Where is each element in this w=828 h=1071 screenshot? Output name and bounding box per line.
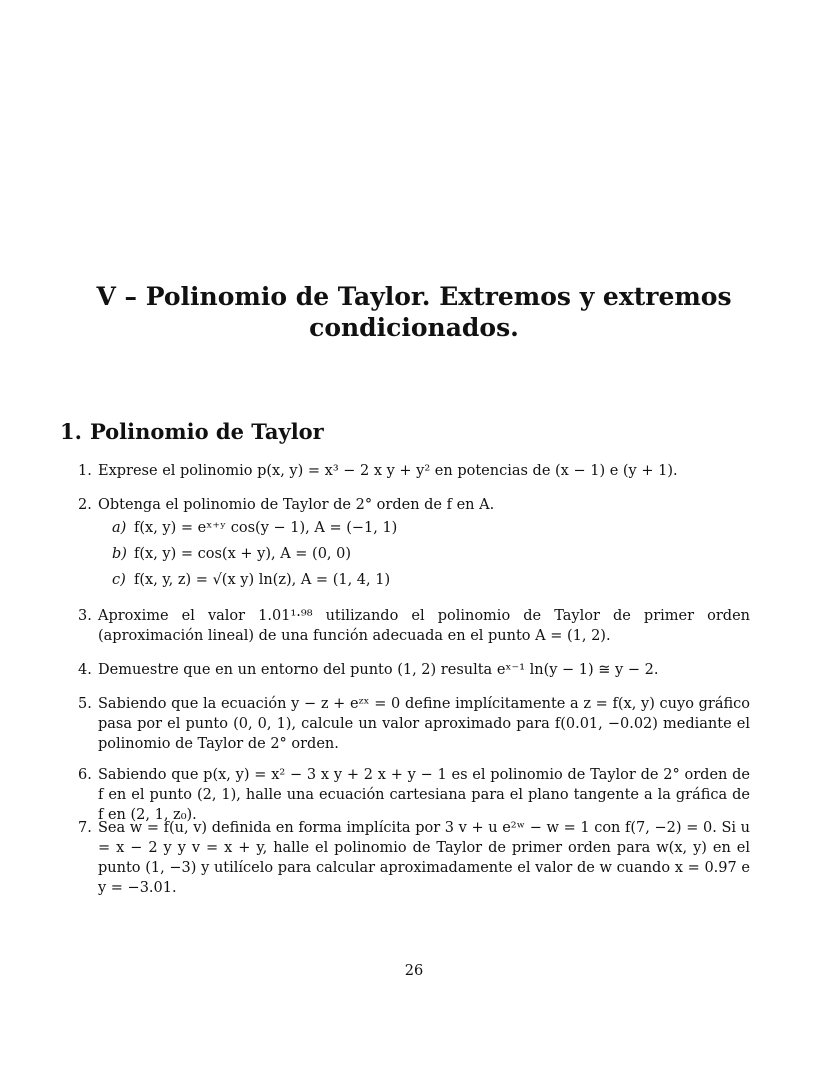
problem-number: 6. <box>78 767 92 783</box>
problem-text: Obtenga el polinomio de Taylor de 2° orden de f en A. <box>98 497 495 513</box>
subitem-label: a) <box>112 520 127 536</box>
problem-number: 3. <box>78 608 92 624</box>
subitem-a <box>112 515 750 541</box>
subitem-label: c) <box>112 572 126 588</box>
problem-number: 4. <box>78 662 92 678</box>
problem-text: Demuestre que en un entorno del punto (1, 2) resulta eˣ⁻¹ ln(y − 1) ≅ y − 2. <box>98 662 659 678</box>
problem-text: Sabiendo que la ecuación y − z + eᶻˣ = 0 define implícitamente a z = f(x, y) cuyo gráfico pasa por el punto (0, 0, 1), calcule un valor aproximado para f(0.01, −0.02) mediante el polinomio de Taylor de 2° orden. <box>98 696 750 752</box>
problem-1 <box>78 461 750 481</box>
subitem-label: b) <box>112 546 127 562</box>
problem-3 <box>78 606 750 646</box>
subitem-text: f(x, y, z) = √(x y) ln(z), A = (1, 4, 1) <box>134 572 391 588</box>
section-number: 1. <box>60 419 82 444</box>
problem-text: Exprese el polinomio p(x, y) = x³ − 2 x y + y² en potencias de (x − 1) e (y + 1). <box>98 463 678 479</box>
subitem-text: f(x, y) = eˣ⁺ʸ cos(y − 1), A = (−1, 1) <box>134 520 398 536</box>
subitem-c <box>112 567 750 593</box>
problem-number: 2. <box>78 497 92 513</box>
problem-5 <box>78 694 750 754</box>
problem-4 <box>78 660 750 680</box>
problem-number: 5. <box>78 696 92 712</box>
subitem-text: f(x, y) = cos(x + y), A = (0, 0) <box>134 546 352 562</box>
problem-2 <box>78 495 750 593</box>
problem-text: Aproxime el valor 1.01¹·⁹⁸ utilizando el polinomio de Taylor de primer orden (aproximación lineal) de una función adecuada en el punto A = (1, 2). <box>98 608 750 644</box>
page-number: 26 <box>404 963 424 979</box>
problem-7 <box>78 818 750 898</box>
problem-text: Sabiendo que p(x, y) = x² − 3 x y + 2 x + y − 1 es el polinomio de Taylor de 2° orden de f en el punto (2, 1), halle una ecuación cartesiana para el plano tangente a la gráfica de f en (2, 1, z₀). <box>98 767 750 823</box>
problem-number: 7. <box>78 820 92 836</box>
problem-number: 1. <box>78 463 92 479</box>
problem-6 <box>78 765 750 825</box>
chapter-title: V – Polinomio de Taylor. Extremos y extremos condicionados. <box>96 282 732 342</box>
subitem-b <box>112 541 750 567</box>
problem-text: Sea w = f(u, v) definida en forma implícita por 3 v + u e²ʷ − w = 1 con f(7, −2) = 0. Si u = x − 2 y y v = x + y, halle el polinomio de Taylor de primer orden para w(x, y) en el punto (1, −3) y utilícelo para calcular aproximadamente el valor de w cuando x = 0.97 e y = −3.01. <box>98 820 750 896</box>
section-title: Polinomio de Taylor <box>89 419 324 444</box>
section-heading <box>60 419 324 444</box>
